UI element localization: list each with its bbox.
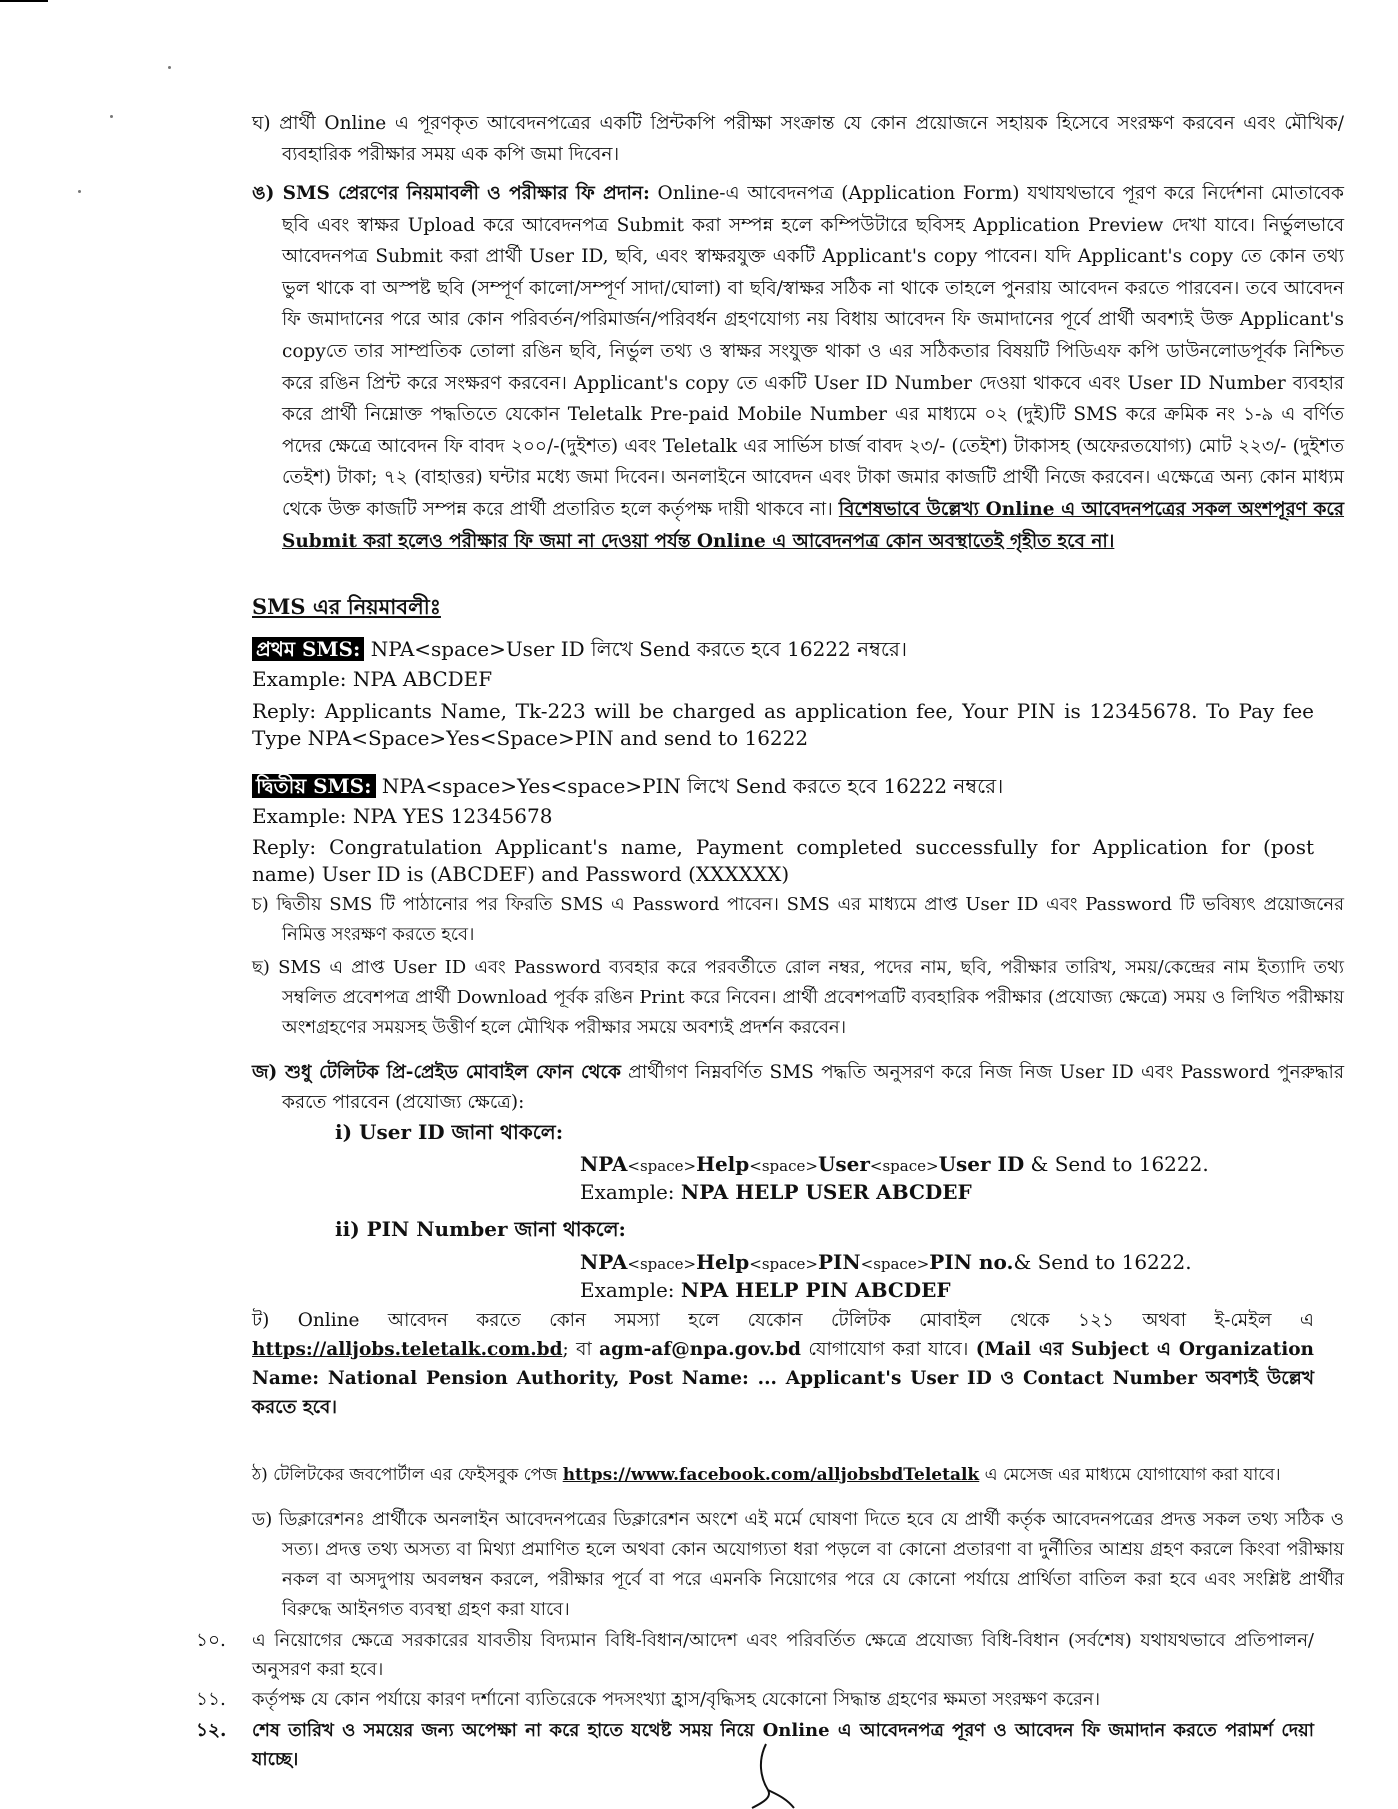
item-umo-title: ঙ) SMS প্রেরণের নিয়মাবলী ও পরীক্ষার ফি প্রদান: — [252, 183, 650, 204]
second-sms-example: Example: NPA YES 12345678 — [252, 804, 553, 828]
second-sms-reply: Reply: Congratulation Applicant's name, Payment completed successfully for Application for (post name) User ID is (ABCDEF) and Password (XXXXXX) — [252, 835, 1314, 886]
facebook-link[interactable]: https://www.facebook.com/alljobsbdTeletalk — [562, 1465, 980, 1485]
item-gha: ঘ) প্রার্থী Online এ পূরণকৃত আবেদনপত্রের একটি প্রিন্টকপি পরীক্ষা সংক্রান্ত যে কোন প্রয়োজনে সহায়ক হিসেবে সংরক্ষণ করবেন এবং মৌখিক/ব্যবহারিক পরীক্ষার সময় এক কপি জমা দিবেন। — [252, 113, 1344, 165]
item-da: ড) ডিক্লারেশনঃ প্রার্থীকে অনলাইন আবেদনপত্রের ডিক্লারেশন অংশে এই মর্মে ঘোষণা দিতে হবে যে প্রার্থী কর্তৃক আবেদনপত্রের প্রদত্ত সকল তথ্য সঠিক ও সত্য। প্রদত্ত তথ্য অসত্য বা মিথ্যা প্রমাণিত হলে অথবা কোন অযোগ্যতা ধরা পড়লে বা কোনো প্রতারণা বা দুর্নীতির আশ্রয় গ্রহণ করলে কিংবা পরীক্ষায় নকল বা অসদুপায় অবলম্বন করলে, পরীক্ষার পূর্বে বা পরে এমনকি নিয়োগের পরে যে কোনো পর্যায়ে প্রার্থিতা বাতিল করা হবে এবং সংশ্লিষ্ট প্রার্থীর বিরুদ্ধে আইনগত ব্যবস্থা গ্রহণ করা যাবে। — [252, 1509, 1344, 1620]
scan-speck — [168, 66, 171, 69]
email-link[interactable]: agm-af@npa.gov.bd — [599, 1339, 801, 1360]
first-sms-label: প্রথম SMS: — [252, 637, 364, 661]
item-text-10: এ নিয়োগের ক্ষেত্রে সরকারের যাবতীয় বিদ্যমান বিধি-বিধান/আদেশ এবং পরিবর্তিত ক্ষেত্রে প্রযোজ্য বিধি-বিধান (সর্বশেষ) যথাযথভাবে প্রতিপালন/অনুসরণ করা হবে। — [252, 1630, 1314, 1680]
item-umo-body: Online-এ আবেদনপত্র (Application Form) যথাযথভাবে পূরণ করে নির্দেশনা মোতাবেক ছবি এবং স্বাক্ষর Upload করে আবেদনপত্র Submit করা সম্পন্ন হলে কম্পিউটারে ছবিসহ Application Preview দেখা যাবে। নির্ভুলভাবে আবেদনপত্র Submit করা প্রার্থী User ID, ছবি, এবং স্বাক্ষরযুক্ত একটি Applicant's copy পাবেন। যদি Applicant's copy তে কোন তথ্য ভুল থাকে বা অস্পষ্ট ছবি (সম্পূর্ণ কালো/সম্পূর্ণ সাদা/ঘোলা) বা ছবি/স্বাক্ষর সঠিক না থাকে তাহলে পুনরায় আবেদন করতে পারবেন। তবে আবেদন ফি জমাদানের পরে আর কোন পরিবর্তন/পরিমার্জন/পরিবর্ধন গ্রহণযোগ্য নয় বিধায় আবেদন ফি জমাদানের পূর্বে প্রার্থী অবশ্যই উক্ত Applicant's copyতে তার সাম্প্রতিক তোলা রঙিন ছবি, নির্ভুল তথ্য ও স্বাক্ষর সংযুক্ত থাকা ও এর সঠিকতার বিষয়টি পিডিএফ কপি ডাউনলোডপূর্বক নিশ্চিত করে রঙিন প্রিন্ট করে সংক্ষরণ করবেন। Applicant's copy তে একটি User ID Number দেওয়া থাকবে এবং User ID Number ব্যবহার করে প্রার্থী নিম্নোক্ত পদ্ধতিতে যেকোন Teletalk Pre-paid Mobile Number এর মাধ্যমে ০২ (দুই)টি SMS করে ক্রমিক নং ১-৯ এ বর্ণিত পদের ক্ষেত্রে আবেদন ফি বাবদ ২০০/-(দুইশত) এবং Teletalk এর সার্ভিস চার্জ বাবদ ২৩/- (তেইশ) টাকাসহ (অফেরতযোগ্য) মোট ২২৩/- (দুইশত তেইশ) টাকা; ৭২ (বাহাত্তর) ঘন্টার মধ্যে জমা দিবেন। অনলাইনে আবেদন এবং টাকা জমার কাজটি প্রার্থী নিজে করবেন। এক্ষেত্রে অন্য কোন মাধ্যম থেকে উক্ত কাজটি সম্পন্ন করে প্রার্থী প্রতারিত হলে কর্তৃপক্ষ দায়ী থাকবে না। — [282, 183, 1344, 520]
alljobs-link[interactable]: https://alljobs.teletalk.com.bd — [252, 1339, 563, 1360]
first-sms-line: প্রথম SMS: NPA<space>User ID লিখে Send করতে হবে 16222 নম্বরে। — [252, 636, 1314, 663]
ja-pin-command: NPA<space>Help<space>PIN<space>PIN no.& Send to 16222. — [580, 1250, 1192, 1274]
item-text-11: কর্তৃপক্ষ যে কোন পর্যায়ে কারণ দর্শানো ব্যতিরেকে পদসংখ্যা হ্রাস/বৃদ্ধিসহ যেকোনো সিদ্ধান্ত গ্রহণের ক্ষমতা সংরক্ষণ করেন। — [252, 1689, 1101, 1710]
item-text-12: শেষ তারিখ ও সময়ের জন্য অপেক্ষা না করে হাতে যথেষ্ট সময় নিয়ে Online এ আবেদনপত্র পূরণ ও আবেদন ফি জমাদান করতে পরামর্শ দেয়া যাচ্ছে। — [252, 1720, 1314, 1770]
ja-pin-known: ii) PIN Number জানা থাকলে: — [335, 1217, 626, 1241]
item-umo — [252, 178, 1344, 557]
item-umo-warning: বিশেষভাবে উল্লেখ্য Online এ আবেদনপত্রের সকল অংশপূরণ করে Submit করা হলেও পরীক্ষার ফি জমা না দেওয়া পর্যন্ত Online এ আবেদনপত্র কোন অবস্থাতেই গৃহীত হবে না। — [282, 498, 1345, 552]
scan-corner-mark — [0, 0, 48, 2]
first-sms-reply: Reply: Applicants Name, Tk-223 will be charged as application fee, Your PIN is 12345678. To Pay fee Type NPA<Space>Yes<Space>PIN and send to 16222 — [252, 699, 1314, 750]
ja-user-id-example: Example: NPA HELP USER ABCDEF — [580, 1180, 972, 1204]
item-number-10: ১০. — [196, 1630, 226, 1651]
ja-user-id-command: NPA<space>Help<space>User<space>User ID & Send to 16222. — [580, 1152, 1209, 1176]
second-sms-line: দ্বিতীয় SMS: NPA<space>Yes<space>PIN লিখে Send করতে হবে 16222 নম্বরে। — [252, 773, 1314, 800]
item-ja: জ) শুধু টেলিটক প্রি-প্রেইড মোবাইল ফোন থেকে প্রার্থীগণ নিম্নবর্ণিত SMS পদ্ধতি অনুসরণ করে নিজ নিজ User ID এবং Password পুনরুদ্ধার করতে পারবেন (প্রযোজ্য ক্ষেত্রে): — [252, 1062, 1344, 1113]
item-tha: ঠ) টেলিটকের জবপোর্টাল এর ফেইসবুক পেজ https://www.facebook.com/alljobsbdTeletalk এ মেসেজ এর মাধ্যমে যোগাযোগ করা যাবে। — [252, 1465, 1281, 1485]
item-number-11: ১১. — [196, 1689, 226, 1710]
sms-rules-heading: SMS এর নিয়মাবলীঃ — [252, 594, 441, 619]
scan-speck — [110, 115, 113, 118]
first-sms-example: Example: NPA ABCDEF — [252, 667, 493, 691]
item-number-12: ১২. — [196, 1720, 227, 1741]
item-ta: ট) Online আবেদন করতে কোন সমস্যা হলে যেকোন টেলিটক মোবাইল থেকে ১২১ অথবা ই-মেইল এ https://alljobs.teletalk.com.bd; বা agm-af@npa.gov.bd যোগাযোগ করা যাবে। (Mail এর Subject এ Organization Name: National Pension Authority, Post Name: ... Applicant's User ID ও Contact Number অবশ্যই উল্লেখ করতে হবে। — [252, 1310, 1315, 1418]
item-chha: ছ) SMS এ প্রাপ্ত User ID এবং Password ব্যবহার করে পরবর্তীতে রোল নম্বর, পদের নাম, ছবি, পরীক্ষার তারিখ, সময়/কেন্দ্রের নাম ইত্যাদি তথ্য সম্বলিত প্রবেশপত্র প্রার্থী Download পূর্বক রঙিন Print করে নিবেন। প্রার্থী প্রবেশপত্রটি ব্যবহারিক পরীক্ষার (প্রযোজ্য ক্ষেত্রে) সময় ও লিখিত পরীক্ষায় অংশগ্রহণের সময়সহ উত্তীর্ণ হলে মৌখিক পরীক্ষার সময়ে অবশ্যই প্রদর্শন করবেন। — [252, 957, 1344, 1038]
item-cha: চ) দ্বিতীয় SMS টি পাঠানোর পর ফিরতি SMS এ Password পাবেন। SMS এর মাধ্যমে প্রাপ্ত User ID এবং Password টি ভবিষ্যৎ প্রয়োজনের নিমিত্ত সংরক্ষণ করতে হবে। — [252, 894, 1344, 945]
ja-pin-example: Example: NPA HELP PIN ABCDEF — [580, 1278, 951, 1302]
ja-user-id-known: i) User ID জানা থাকলে: — [335, 1120, 564, 1144]
second-sms-label: দ্বিতীয় SMS: — [252, 774, 376, 798]
scan-speck — [78, 190, 81, 193]
signature-mark — [738, 1742, 798, 1809]
